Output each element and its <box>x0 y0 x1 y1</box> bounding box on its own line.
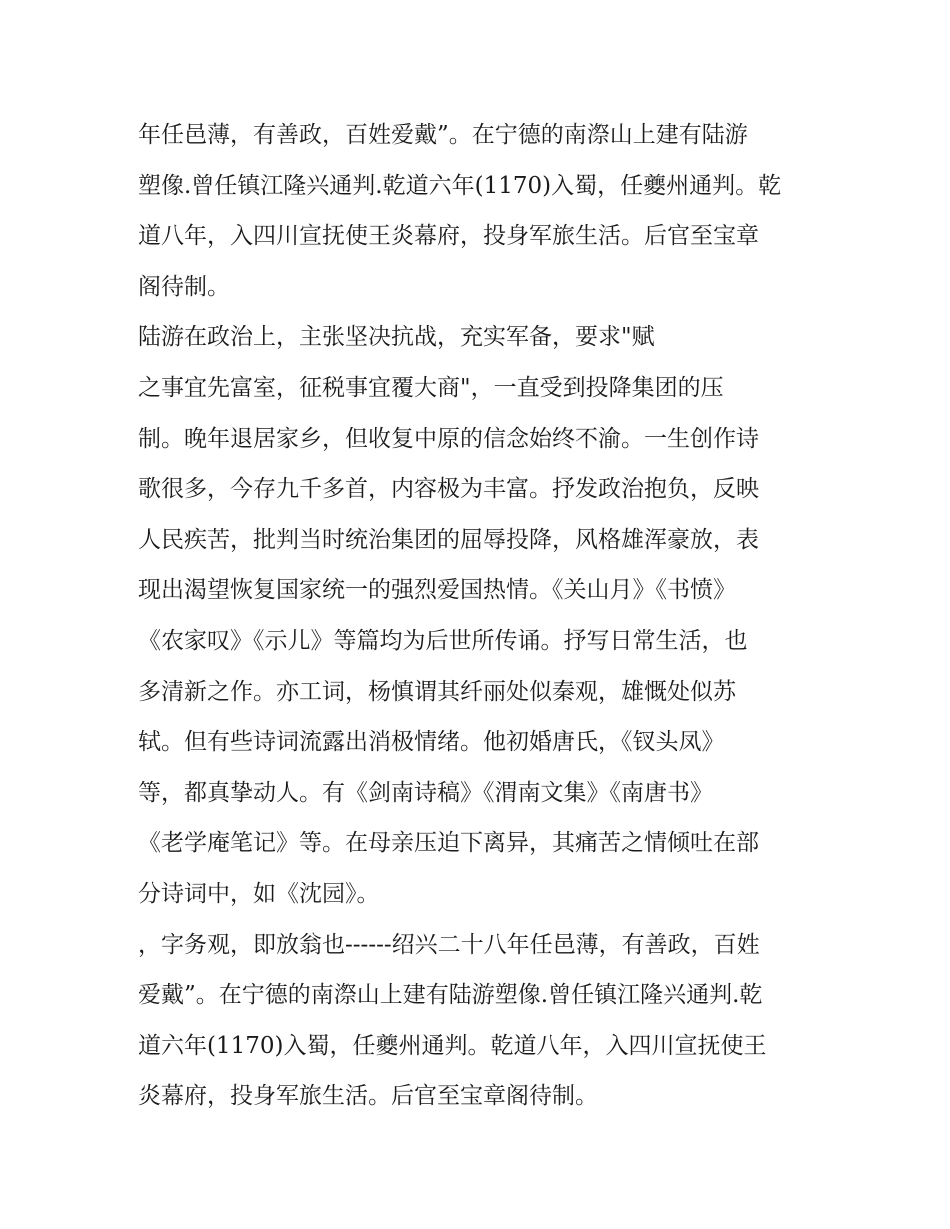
text-line: 阁待制。 <box>138 273 230 300</box>
text-line: ，字务观，即放翁也------绍兴二十八年任邑薄，有善政，百姓 <box>138 931 760 958</box>
text-line: 多清新之作。亦工词，杨慎谓其纤丽处似秦观，雄慨处似苏 <box>138 678 736 705</box>
text-line: 现出渴望恢复国家统一的强烈爱国热情。《关山月》《书愤》 <box>138 577 736 604</box>
text-line: 《老学庵笔记》等。在母亲压迫下离异，其痛苦之情倾吐在部 <box>138 830 759 857</box>
text-line: 陆游在政治上，主张坚决抗战，充实军备，要求"赋 <box>138 324 655 351</box>
text-line: 歌很多，今存九千多首，内容极为丰富。抒发政治抱负，反映 <box>138 476 759 503</box>
text-line: 年任邑薄，有善政，百姓爱戴”。在宁德的南漈山上建有陆游 <box>138 122 748 148</box>
text-line: 道八年，入四川宣抚使王炎幕府，投身军旅生活。后官至宝章 <box>138 223 759 250</box>
text-line: 人民疾苦，批判当时统治集团的屈辱投降，风格雄浑豪放，表 <box>138 526 759 553</box>
text-line: 塑像.曾任镇江隆兴通判.乾道六年(1170)入蜀，任夔州通判。乾 <box>138 172 782 199</box>
text-line: 道六年(1170)入蜀，任夔州通判。乾道八年，入四川宣抚使王 <box>138 1032 767 1059</box>
text-line: 爱戴”。在宁德的南漈山上建有陆游塑像.曾任镇江隆兴通判.乾 <box>138 982 763 1009</box>
text-line: 《农家叹》《示儿》等篇均为后世所传诵。抒写日常生活，也 <box>138 627 748 654</box>
text-line: 炎幕府，投身军旅生活。后官至宝章阁待制。 <box>138 1083 598 1110</box>
text-line: 分诗词中，如《沈园》。 <box>138 880 380 907</box>
text-line: 等，都真挚动人。有《剑南诗稿》《渭南文集》《南唐书》 <box>138 779 713 806</box>
document-body <box>138 110 828 1122</box>
text-line: 轼。但有些诗词流露出消极情绪。他初婚唐氏，《钗头凤》 <box>138 729 725 756</box>
text-line: 之事宜先富室，征税事宜覆大商"，一直受到投降集团的压 <box>138 374 724 401</box>
text-line: 制。晚年退居家乡，但收复中原的信念始终不渝。一生创作诗 <box>138 425 759 452</box>
